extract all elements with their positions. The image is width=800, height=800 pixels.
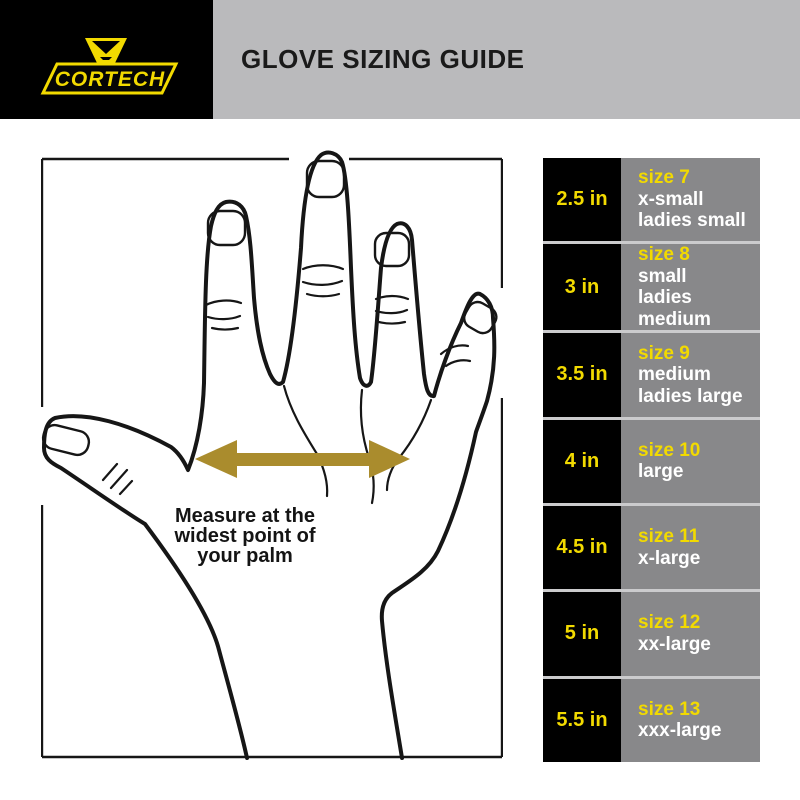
table-row: [543, 592, 760, 675]
size-cell: [621, 333, 760, 416]
cortech-logo: [0, 0, 213, 119]
page-title: GLOVE SIZING GUIDE: [241, 44, 525, 74]
table-row: [543, 679, 760, 762]
measure-instruction-line: widest point of: [174, 525, 316, 547]
hand-measurement-diagram: [41, 148, 503, 760]
cortech-logo-graphic: [0, 0, 213, 119]
table-row: [543, 420, 760, 503]
size-cell: [621, 506, 760, 589]
measurement-cell: 2.5 in: [543, 158, 621, 241]
measurement-cell: 4.5 in: [543, 506, 621, 589]
table-row: [543, 158, 760, 241]
fit-label: xxx-large: [638, 720, 722, 742]
fit-label: small: [638, 265, 687, 287]
fit-label: medium: [638, 364, 711, 386]
fit-label: ladies medium: [638, 287, 711, 330]
measurement-cell: 5 in: [543, 592, 621, 675]
measurement-cell: 3.5 in: [543, 333, 621, 416]
table-row: [543, 244, 760, 330]
size-label: size 8: [638, 244, 690, 266]
size-cell: [621, 158, 760, 241]
size-cell: [621, 420, 760, 503]
size-label: size 13: [638, 698, 701, 720]
size-label: size 11: [638, 526, 700, 548]
size-cell: [621, 244, 760, 330]
size-label: size 9: [638, 342, 690, 364]
size-cell: [621, 592, 760, 675]
measurement-cell: 3 in: [543, 244, 621, 330]
measure-instruction: [160, 506, 330, 566]
size-label: size 10: [638, 439, 701, 461]
measurement-cell: 4 in: [543, 420, 621, 503]
header-bar: [0, 0, 800, 119]
sizing-table: [543, 158, 760, 762]
fit-label: large: [638, 461, 684, 483]
size-cell: [621, 679, 760, 762]
table-row: [543, 506, 760, 589]
fit-label: x-small: [638, 188, 704, 210]
fit-label: xx-large: [638, 633, 711, 655]
table-row: [543, 333, 760, 416]
measure-instruction-line: your palm: [197, 545, 293, 567]
fit-label: ladies small: [638, 210, 746, 232]
size-label: size 12: [638, 612, 701, 634]
measure-instruction-line: Measure at the: [174, 505, 316, 527]
measurement-cell: 5.5 in: [543, 679, 621, 762]
fit-label: x-large: [638, 547, 701, 569]
cortech-wordmark-banner: [43, 64, 176, 93]
size-label: size 7: [638, 167, 690, 189]
logo-text: CORTECH: [54, 68, 166, 91]
cortech-wing-emblem-icon: [85, 38, 127, 63]
fit-label: ladies large: [638, 385, 743, 407]
